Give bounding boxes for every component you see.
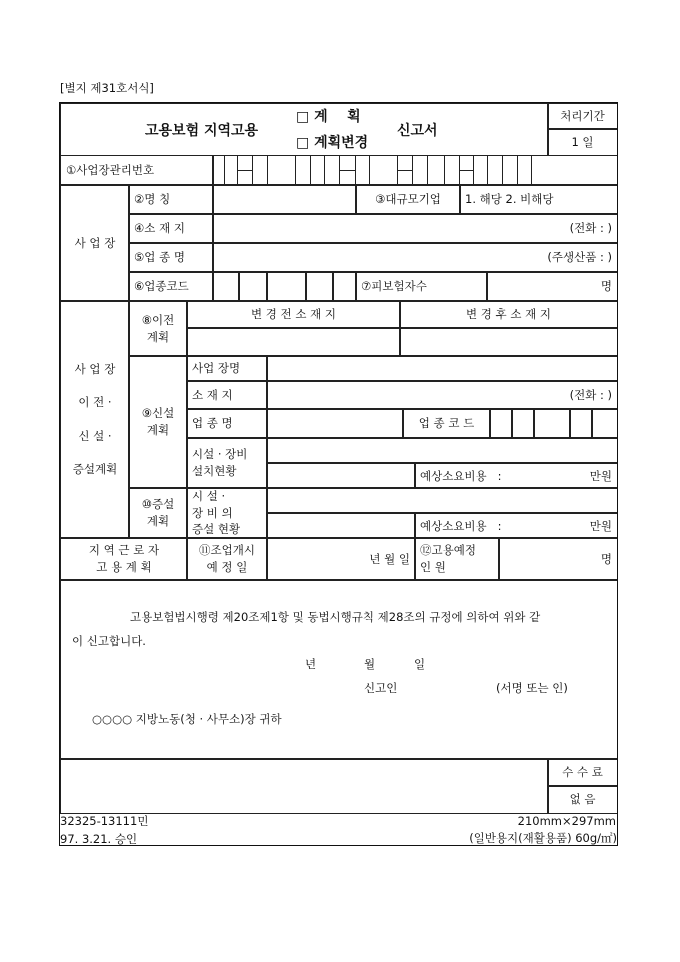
new-code-box[interactable] (489, 408, 513, 439)
attachment-area (60, 758, 549, 814)
form-title-option-plan[interactable]: □ 계 획 (296, 109, 361, 125)
new-name-field[interactable] (266, 355, 618, 382)
new-address-field[interactable]: (전화 : ) (266, 380, 618, 410)
form-title-main: 고용보험 지역고용 (145, 123, 259, 139)
start-date-field[interactable]: 년 월 일 (266, 537, 416, 581)
processing-label: 처리기간 (547, 103, 618, 130)
mgmt-number-box[interactable] (252, 155, 268, 186)
expand-cost-label: 예상소요비용 : (420, 519, 502, 533)
declaration-line2: 이 신고합니다. (72, 634, 146, 648)
mgmt-number-box[interactable] (310, 155, 325, 186)
mgmt-number-separator (397, 170, 412, 171)
expand-facility-field-2[interactable] (266, 512, 416, 539)
insured-label: ⑦피보험자수 (355, 271, 488, 302)
mgmt-number-box[interactable] (324, 155, 340, 186)
mgmt-number-label: ①사업장관리번호 (60, 155, 214, 186)
after-field[interactable] (399, 327, 618, 357)
new-code-box[interactable] (591, 408, 618, 439)
code-box[interactable] (238, 271, 268, 302)
new-name-label: 사업 장명 (186, 355, 268, 382)
form-number: [별지 제31호서식] (60, 81, 154, 95)
expand-facility-label: 시 설 · 장 비 의 증설 현황 (186, 487, 268, 539)
large-company-options[interactable]: 1. 해당 2. 비해당 (459, 184, 618, 215)
paper-size: 210mm×297mm (517, 814, 616, 828)
signature-label: (서명 또는 인) (496, 681, 568, 695)
addressee: ○○○○ 지방노동(청 · 사무소)장 귀하 (92, 712, 282, 726)
mgmt-number-box[interactable] (369, 155, 398, 186)
mgmt-number-box[interactable] (444, 155, 460, 186)
mgmt-number-separator (237, 170, 252, 171)
new-code-box[interactable] (511, 408, 535, 439)
industry-label: ⑤업 종 명 (128, 242, 214, 273)
form-title-suffix: 신고서 (397, 123, 438, 139)
before-field[interactable] (186, 327, 401, 357)
fee-label: 수 수 료 (547, 758, 618, 787)
large-company-label: ③대규모기업 (355, 184, 461, 215)
new-code-label: 업 종 코 드 (402, 408, 491, 439)
code-box[interactable] (332, 271, 357, 302)
processing-value: 1 일 (547, 128, 618, 156)
mgmt-number-rest[interactable] (531, 155, 618, 186)
mgmt-number-box[interactable] (473, 155, 488, 186)
plan-group: 사 업 장 이 전 · 신 설 · 증설계획 (60, 300, 130, 539)
date-year: 년 (305, 657, 317, 671)
workplace-group: 사 업 장 (60, 184, 130, 302)
declaration-line1: 고용보험법시행령 제20조제1항 및 동법시행규칙 제28조의 규정에 의하여 위와 같 (130, 610, 541, 624)
new-code-box[interactable] (569, 408, 593, 439)
start-date-label: ⑪조업개시 예 정 일 (186, 537, 268, 581)
mgmt-number-box[interactable] (224, 155, 238, 186)
employment-label: 지 역 근 로 자 고 용 계 획 (60, 537, 188, 581)
form-title-option-change[interactable]: □ 계획변경 (296, 135, 369, 151)
code-box[interactable] (266, 271, 307, 302)
new-facility-label: 시설 · 장비 설치현황 (186, 437, 268, 489)
mgmt-number-box[interactable] (412, 155, 428, 186)
new-address-label: 소 재 지 (186, 380, 268, 410)
mgmt-number-box[interactable] (295, 155, 311, 186)
address-field[interactable]: (전화 : ) (212, 213, 618, 244)
name-label: ②명 칭 (128, 184, 214, 215)
mgmt-number-box[interactable] (267, 155, 296, 186)
mgmt-number-box[interactable] (517, 155, 532, 186)
expand-cost-unit: 만원 (589, 519, 612, 533)
paper-type: (일반용지(재활용품) 60g/㎡) (469, 831, 617, 845)
hire-count-label: ⑫고용예정 인 원 (414, 537, 500, 581)
mgmt-number-box[interactable] (355, 155, 370, 186)
hire-count-field[interactable]: 명 (498, 537, 618, 581)
fee-value: 없 음 (547, 785, 618, 814)
new-code-box[interactable] (533, 408, 571, 439)
new-facility-field[interactable] (266, 437, 618, 464)
date-month: 월 (364, 657, 376, 671)
mgmt-number-box[interactable] (502, 155, 518, 186)
new-industry-label: 업 종 명 (186, 408, 268, 439)
approval-date: 97. 3.21. 승인 (60, 832, 138, 846)
form-code: 32325-13111민 (60, 814, 149, 828)
name-field[interactable] (212, 184, 357, 215)
new-cost-label: 예상소요비용 : (420, 469, 502, 483)
before-header: 변 경 전 소 재 지 (186, 300, 401, 329)
declaration-block (60, 579, 618, 760)
code-box[interactable] (212, 271, 240, 302)
relocation-label: ⑧이전 계획 (128, 300, 188, 357)
mgmt-number-separator (459, 170, 473, 171)
expand-facility-field[interactable] (266, 487, 618, 514)
address-label: ④소 재 지 (128, 213, 214, 244)
reporter-label: 신고인 (364, 681, 398, 695)
new-facility-field-2[interactable] (266, 462, 416, 489)
new-plan-label: ⑨신설 계획 (128, 355, 188, 489)
date-day: 일 (414, 657, 426, 671)
mgmt-number-box[interactable] (427, 155, 445, 186)
expand-plan-label: ⑩증설 계획 (128, 487, 188, 539)
new-cost-unit: 만원 (589, 469, 612, 483)
after-header: 변 경 후 소 재 지 (399, 300, 618, 329)
mgmt-number-separator (339, 170, 355, 171)
mgmt-number-box[interactable] (487, 155, 503, 186)
industry-field[interactable]: (주생산품 : ) (212, 242, 618, 273)
code-label: ⑥업종코드 (128, 271, 214, 302)
new-industry-field[interactable] (266, 408, 404, 439)
insured-field[interactable]: 명 (486, 271, 618, 302)
code-box[interactable] (305, 271, 334, 302)
